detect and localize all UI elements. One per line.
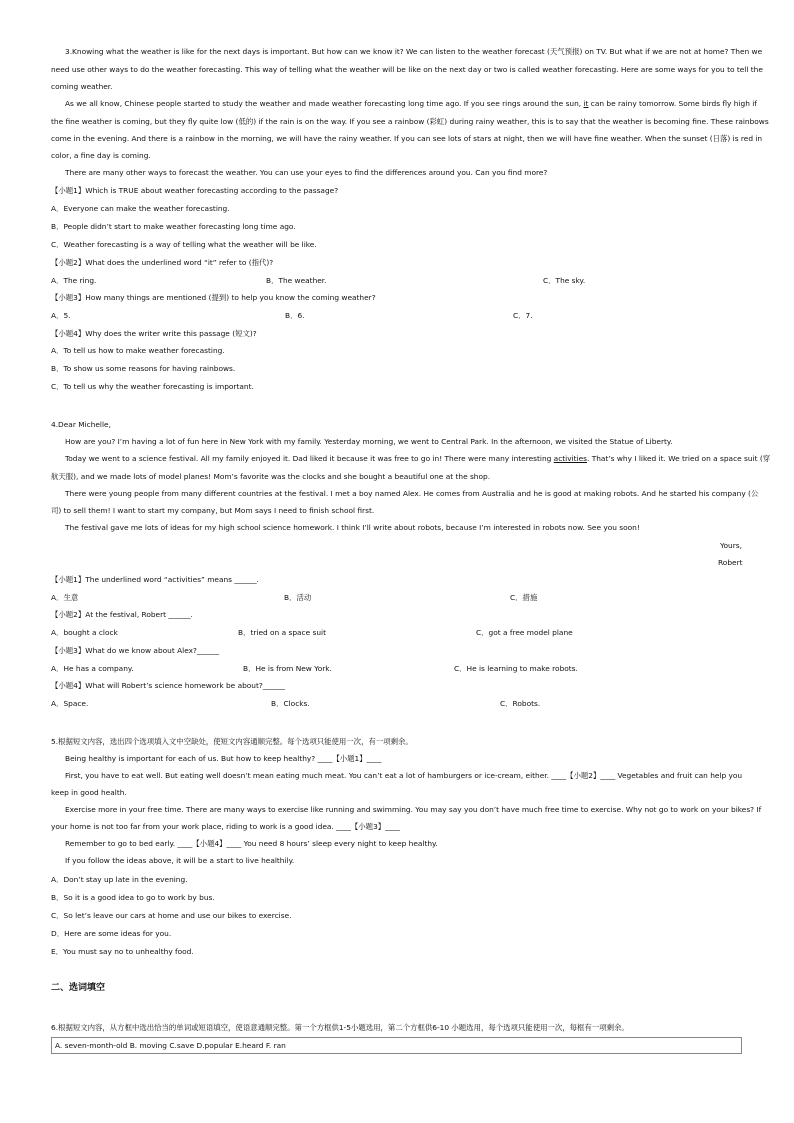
- q5-text: Vegetables and fruit can help you: [615, 771, 743, 780]
- q3-paragraph-2-line-4: color, a fine day is coming.: [51, 151, 151, 160]
- q3-paragraph-1-line-2: need use other ways to do the weather forecasting. This way of telling what the weather will be like on the next day or two is called weather forecasting. Here are some ways for you to tell the: [51, 65, 763, 74]
- q4-sub2-option-a[interactable]: A．bought a clock: [51, 628, 118, 637]
- q3-paragraph-1-line-1: 3.Knowing what the weather is like for the next days is important. But how can we know it? We can listen to the weather forecast (天气预报) on TV. But what if we are not at home? Then we: [65, 47, 763, 56]
- q5-text: First, you have to eat well. But eating well doesn’t mean eating much meat. You can’t eat a lot of hamburgers or ice-cream, either.: [65, 771, 552, 780]
- q3-text: can be rainy tomorrow. Some birds fly high if: [588, 99, 757, 108]
- q5-text: You need 8 hours’ sleep every night to keep healthy.: [241, 839, 438, 848]
- q4-paragraph-2-line-1: [65, 454, 770, 464]
- word-box: [51, 1037, 742, 1054]
- q4-sub2-question: 【小题2】At the festival, Robert ______.: [51, 610, 193, 619]
- q3-sub4-option-c[interactable]: C．To tell us why the weather forecasting is important.: [51, 382, 254, 391]
- q3-paragraph-2-line-3: come in the evening. And there is a rainbow in the morning, we will have the rainy weather. If you can see lots of stars at night, then we will have fine weather. When the sunset (日落) is red in: [51, 134, 763, 143]
- q5-line-6: [65, 839, 438, 849]
- blank-3[interactable]: ____【小题3】____: [336, 822, 400, 831]
- q3-sub3-option-a[interactable]: A．5.: [51, 311, 71, 320]
- section-heading: 二、选词填空: [51, 983, 106, 993]
- q5-line-3: keep in good health.: [51, 788, 127, 797]
- q3-paragraph-2-line-2: the fine weather is coming, but they fly quite low (低的) if the rain is on the way. If you see a rainbow (彩虹) during rainy weather, this is to say that the weather is becoming fine. These rainbows: [51, 117, 769, 126]
- q4-paragraph-2-line-2: 航天服), and we made lots of model planes! Mom’s favorite was the clocks and she bought a beautiful one at the shop.: [51, 472, 491, 481]
- q3-sub4-question: 【小题4】Why does the writer write this passage (短文)?: [51, 329, 257, 338]
- q3-sub4-option-b[interactable]: B．To show us some reasons for having rainbows.: [51, 364, 236, 373]
- q4-sub1-option-c[interactable]: C．措施: [510, 593, 538, 602]
- q4-greeting: 4.Dear Michelle,: [51, 420, 111, 429]
- q4-text: Today we went to a science festival. All my family enjoyed it. Dad liked it because it was free to go in! There were many interesting: [65, 454, 554, 463]
- q4-sub4-option-a[interactable]: A．Space.: [51, 699, 89, 708]
- q3-paragraph-1-line-3: coming weather.: [51, 82, 113, 91]
- q4-paragraph-1: How are you? I’m having a lot of fun here in New York with my family. Yesterday morning, we went to Central Park. In the afternoon, we visited the Statue of Liberty.: [65, 437, 673, 446]
- q3-sub2-option-c[interactable]: C．The sky.: [543, 276, 586, 285]
- q4-sub4-question: 【小题4】What will Robert’s science homework be about?______: [51, 681, 285, 690]
- letter-signature: Robert: [718, 558, 743, 567]
- q5-option-a[interactable]: A．Don’t stay up late in the evening.: [51, 875, 188, 884]
- q5-text: Being healthy is important for each of us. But how to keep healthy?: [65, 754, 318, 763]
- q6-instruction: 6.根据短文内容，从方框中选出恰当的单词或短语填空，使语意通顺完整。第一个方框供1-5小题选用，第二个方框供6-10 小题选用，每个选项只能使用一次，每框有一项剩余。: [51, 1023, 629, 1032]
- blank-4[interactable]: ____【小题4】____: [177, 839, 242, 848]
- q4-sub3-option-c[interactable]: C．He is learning to make robots.: [454, 664, 578, 673]
- q4-sub3-question: 【小题3】What do we know about Alex?______: [51, 646, 220, 655]
- q3-sub3-option-b[interactable]: B．6.: [285, 311, 305, 320]
- q3-sub3-question: 【小题3】How many things are mentioned (提到) to help you know the coming weather?: [51, 293, 376, 302]
- q5-line-7: If you follow the ideas above, it will be a start to live healthily.: [65, 856, 295, 865]
- q5-text: Remember to go to bed early.: [65, 839, 178, 848]
- q5-option-c[interactable]: C．So let’s leave our cars at home and use our bikes to exercise.: [51, 911, 292, 920]
- q5-line-1: [65, 754, 381, 764]
- q4-paragraph-3-line-1: There were young people from many different countries at the festival. I met a boy named Alex. He comes from Australia and he is good at making robots. And he started his company (公: [65, 489, 759, 498]
- q3-sub1-question: 【小题1】Which is TRUE about weather forecasting according to the passage?: [51, 186, 339, 195]
- q4-paragraph-4: The festival gave me lots of ideas for my high school science homework. I think I’ll write about robots, because I’m interested in robots now. See you soon!: [65, 523, 640, 532]
- q3-paragraph-3: There are many other ways to forecast the weather. You can use your eyes to find the differences around you. Can you find more?: [65, 168, 548, 177]
- q5-option-b[interactable]: B．So it is a good idea to go to work by bus.: [51, 893, 215, 902]
- q4-sub4-option-c[interactable]: C．Robots.: [500, 699, 541, 708]
- q4-paragraph-3-line-2: 司) to sell them! I want to start my company, but Mom says I need to finish school first.: [51, 506, 375, 515]
- letter-closing: Yours,: [720, 541, 742, 550]
- blank-1[interactable]: ____【小题1】____: [317, 754, 382, 763]
- q5-instruction: 5.根据短文内容，选出四个选项填入文中空缺处，使短文内容通顺完整。每个选项只能使用一次，有一项剩余。: [51, 737, 413, 746]
- q3-sub3-option-c[interactable]: C．7.: [513, 311, 533, 320]
- q4-sub2-option-b[interactable]: B．tried on a space suit: [238, 628, 326, 637]
- q5-line-4: Exercise more in your free time. There are many ways to exercise like running and swimming. You may say you don’t have much free time to exercise. Why not go to work on your bikes? If: [65, 805, 762, 814]
- q4-sub3-option-a[interactable]: A．He has a company.: [51, 664, 134, 673]
- q3-paragraph-2-line-1: [65, 99, 757, 109]
- q5-option-e[interactable]: E．You must say no to unhealthy food.: [51, 947, 194, 956]
- q3-sub2-question: 【小题2】What does the underlined word “it” refer to (指代)?: [51, 258, 274, 267]
- q4-text: . That’s why I liked it. We tried on a space suit (穿: [587, 454, 771, 463]
- q4-sub1-question: 【小题1】The underlined word “activities” means ______.: [51, 575, 259, 584]
- q3-sub2-option-a[interactable]: A．The ring.: [51, 276, 97, 285]
- q4-sub4-option-b[interactable]: B．Clocks.: [271, 699, 310, 708]
- q5-line-5: [51, 822, 400, 832]
- q3-sub1-option-a[interactable]: A．Everyone can make the weather forecasting.: [51, 204, 230, 213]
- q3-sub1-option-c[interactable]: C．Weather forecasting is a way of telling what the weather will be like.: [51, 240, 317, 249]
- q4-sub3-option-b[interactable]: B．He is from New York.: [243, 664, 332, 673]
- underlined-word-activities: activities: [553, 454, 587, 463]
- q3-sub1-option-b[interactable]: B．People didn’t start to make weather forecasting long time ago.: [51, 222, 296, 231]
- q5-text: your home is not too far from your work place, riding to work is a good idea.: [51, 822, 337, 831]
- q5-line-2: [65, 771, 742, 781]
- q4-sub1-option-a[interactable]: A．生意: [51, 593, 79, 602]
- q3-text: As we all know, Chinese people started to study the weather and made weather forecasting long time ago. If you see rings around the sun,: [65, 99, 584, 108]
- q4-sub1-option-b[interactable]: B．活动: [284, 593, 312, 602]
- q4-sub2-option-c[interactable]: C．got a free model plane: [476, 628, 573, 637]
- underlined-word-it: it: [583, 99, 589, 108]
- word-box-options: A. seven-month-old B. moving C.save D.popular E.heard F. ran: [55, 1041, 286, 1050]
- blank-2[interactable]: ____【小题2】____: [551, 771, 616, 780]
- q3-sub4-option-a[interactable]: A．To tell us how to make weather forecasting.: [51, 346, 225, 355]
- q5-option-d[interactable]: D．Here are some ideas for you.: [51, 929, 172, 938]
- q3-sub2-option-b[interactable]: B．The weather.: [266, 276, 327, 285]
